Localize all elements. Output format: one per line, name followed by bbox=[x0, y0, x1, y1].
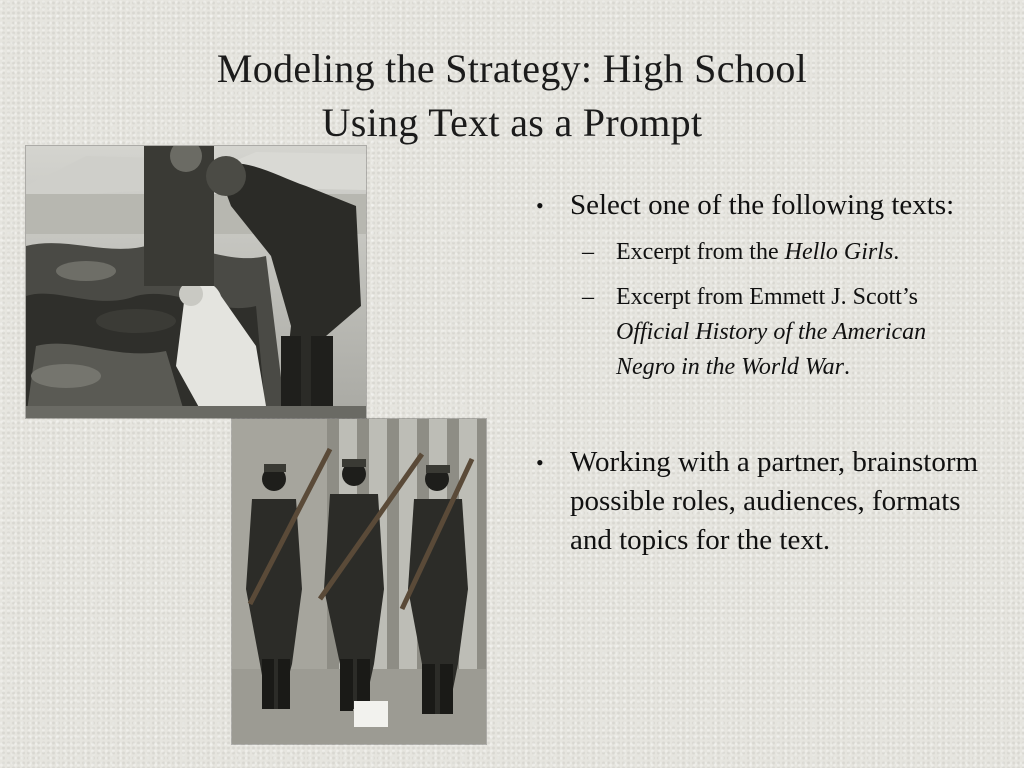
photo-uniform-inspection bbox=[26, 146, 366, 418]
bullet-select-text bbox=[532, 186, 982, 225]
slide-title bbox=[0, 42, 1024, 150]
title-line-2: Using Text as a Prompt bbox=[321, 100, 703, 145]
subitem-suffix: . bbox=[893, 239, 900, 265]
subitem-hello-girls bbox=[532, 235, 982, 270]
dash-marker: – bbox=[582, 239, 594, 265]
subitem-title: Hello Girls bbox=[784, 239, 894, 265]
slide-body bbox=[532, 186, 982, 560]
dash-marker: – bbox=[582, 284, 594, 310]
subitem-prefix: Excerpt from the bbox=[616, 239, 785, 265]
bullet-text: Working with a partner, brainstorm possible roles, audiences, formats and topics for the text. bbox=[570, 446, 979, 556]
subitem-suffix: . bbox=[844, 354, 851, 380]
bullet-marker: • bbox=[536, 193, 544, 218]
title-line-1: Modeling the Strategy: High School bbox=[216, 46, 808, 91]
subitem-title: Official History of the American Negro in the World War bbox=[616, 319, 927, 380]
subitem-prefix: Excerpt from Emmett J. Scott’s bbox=[616, 284, 918, 310]
bullet-text: Select one of the following texts: bbox=[570, 189, 955, 221]
photo-three-soldiers bbox=[232, 419, 486, 744]
spacer bbox=[532, 385, 982, 443]
bullet-marker: • bbox=[536, 450, 544, 475]
subitem-official-history bbox=[532, 280, 982, 385]
bullet-working-with-partner bbox=[532, 443, 982, 560]
